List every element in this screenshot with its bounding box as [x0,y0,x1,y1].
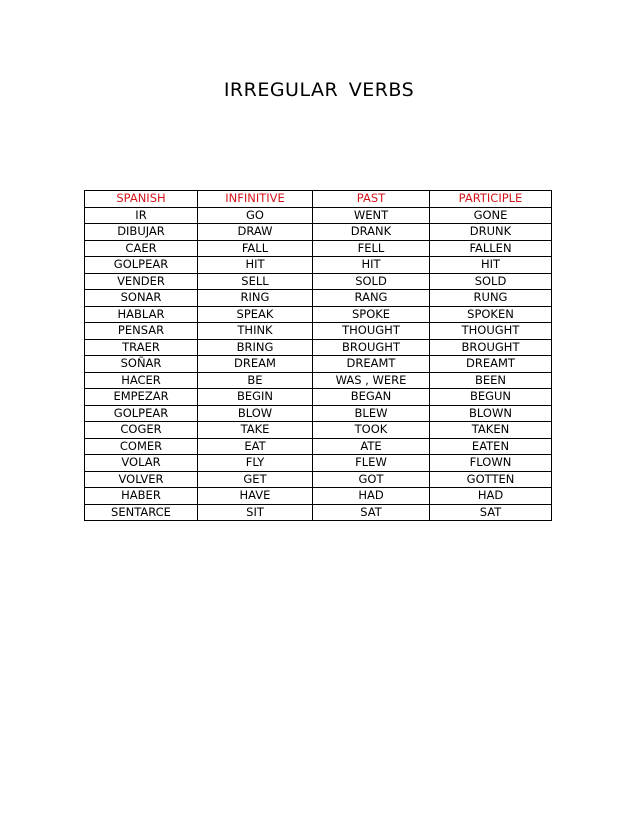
cell-past: BROUGHT [313,339,430,356]
cell-past: TOOK [313,422,430,439]
cell-participle: HIT [430,257,552,274]
cell-past: HIT [313,257,430,274]
table-header-row [85,191,552,208]
cell-infinitive: TAKE [198,422,313,439]
page-title: IRREGULAR VERBS [223,79,415,101]
cell-past: DREAMT [313,356,430,373]
cell-participle: EATEN [430,438,552,455]
table-row [85,471,552,488]
cell-participle: HAD [430,488,552,505]
cell-spanish: SONAR [85,290,198,307]
cell-spanish: GOLPEAR [85,257,198,274]
cell-spanish: DIBUJAR [85,224,198,241]
table-row [85,438,552,455]
cell-past: SOLD [313,273,430,290]
table-row [85,504,552,521]
cell-spanish: EMPEZAR [85,389,198,406]
cell-infinitive: GET [198,471,313,488]
cell-infinitive: RING [198,290,313,307]
cell-participle: SOLD [430,273,552,290]
cell-spanish: VOLAR [85,455,198,472]
cell-past: WENT [313,207,430,224]
header-spanish: SPANISH [85,191,198,208]
cell-spanish: TRAER [85,339,198,356]
cell-spanish: COMER [85,438,198,455]
cell-spanish: SOÑAR [85,356,198,373]
table-row [85,422,552,439]
cell-past: BEGAN [313,389,430,406]
cell-infinitive: BEGIN [198,389,313,406]
cell-spanish: VOLVER [85,471,198,488]
cell-infinitive: HIT [198,257,313,274]
cell-infinitive: SIT [198,504,313,521]
cell-past: GOT [313,471,430,488]
cell-spanish: CAER [85,240,198,257]
table-body [85,207,552,521]
cell-participle: TAKEN [430,422,552,439]
table-row [85,372,552,389]
cell-spanish: VENDER [85,273,198,290]
cell-participle: FALLEN [430,240,552,257]
cell-spanish: COGER [85,422,198,439]
cell-infinitive: GO [198,207,313,224]
cell-spanish: PENSAR [85,323,198,340]
cell-infinitive: EAT [198,438,313,455]
cell-participle: DRUNK [430,224,552,241]
table-row [85,207,552,224]
cell-participle: BEGUN [430,389,552,406]
cell-infinitive: THINK [198,323,313,340]
cell-participle: DREAMT [430,356,552,373]
cell-spanish: GOLPEAR [85,405,198,422]
cell-participle: BLOWN [430,405,552,422]
cell-infinitive: BLOW [198,405,313,422]
cell-past: SAT [313,504,430,521]
cell-past: FELL [313,240,430,257]
cell-participle: THOUGHT [430,323,552,340]
cell-participle: SAT [430,504,552,521]
cell-infinitive: FALL [198,240,313,257]
table-row [85,389,552,406]
cell-participle: GOTTEN [430,471,552,488]
cell-participle: RUNG [430,290,552,307]
table-row [85,405,552,422]
header-past: PAST [313,191,430,208]
cell-spanish: HABER [85,488,198,505]
irregular-verbs-table [84,190,552,521]
cell-participle: FLOWN [430,455,552,472]
table-row [85,224,552,241]
cell-past: THOUGHT [313,323,430,340]
cell-spanish: HABLAR [85,306,198,323]
cell-participle: BEEN [430,372,552,389]
header-infinitive: INFINITIVE [198,191,313,208]
table-row [85,240,552,257]
cell-infinitive: BE [198,372,313,389]
cell-infinitive: SPEAK [198,306,313,323]
table-row [85,488,552,505]
table-row [85,339,552,356]
cell-infinitive: HAVE [198,488,313,505]
cell-spanish: HACER [85,372,198,389]
cell-infinitive: DREAM [198,356,313,373]
table-row [85,290,552,307]
cell-past: RANG [313,290,430,307]
cell-spanish: IR [85,207,198,224]
cell-spanish: SENTARCE [85,504,198,521]
cell-infinitive: SELL [198,273,313,290]
cell-infinitive: FLY [198,455,313,472]
cell-participle: GONE [430,207,552,224]
table-row [85,273,552,290]
cell-participle: BROUGHT [430,339,552,356]
cell-infinitive: BRING [198,339,313,356]
cell-past: FLEW [313,455,430,472]
cell-past: DRANK [313,224,430,241]
table-row [85,306,552,323]
header-participle: PARTICIPLE [430,191,552,208]
cell-past: HAD [313,488,430,505]
table-row [85,356,552,373]
cell-past: WAS , WERE [313,372,430,389]
cell-past: BLEW [313,405,430,422]
cell-past: ATE [313,438,430,455]
cell-participle: SPOKEN [430,306,552,323]
cell-past: SPOKE [313,306,430,323]
table-row [85,257,552,274]
table-row [85,455,552,472]
cell-infinitive: DRAW [198,224,313,241]
table-row [85,323,552,340]
